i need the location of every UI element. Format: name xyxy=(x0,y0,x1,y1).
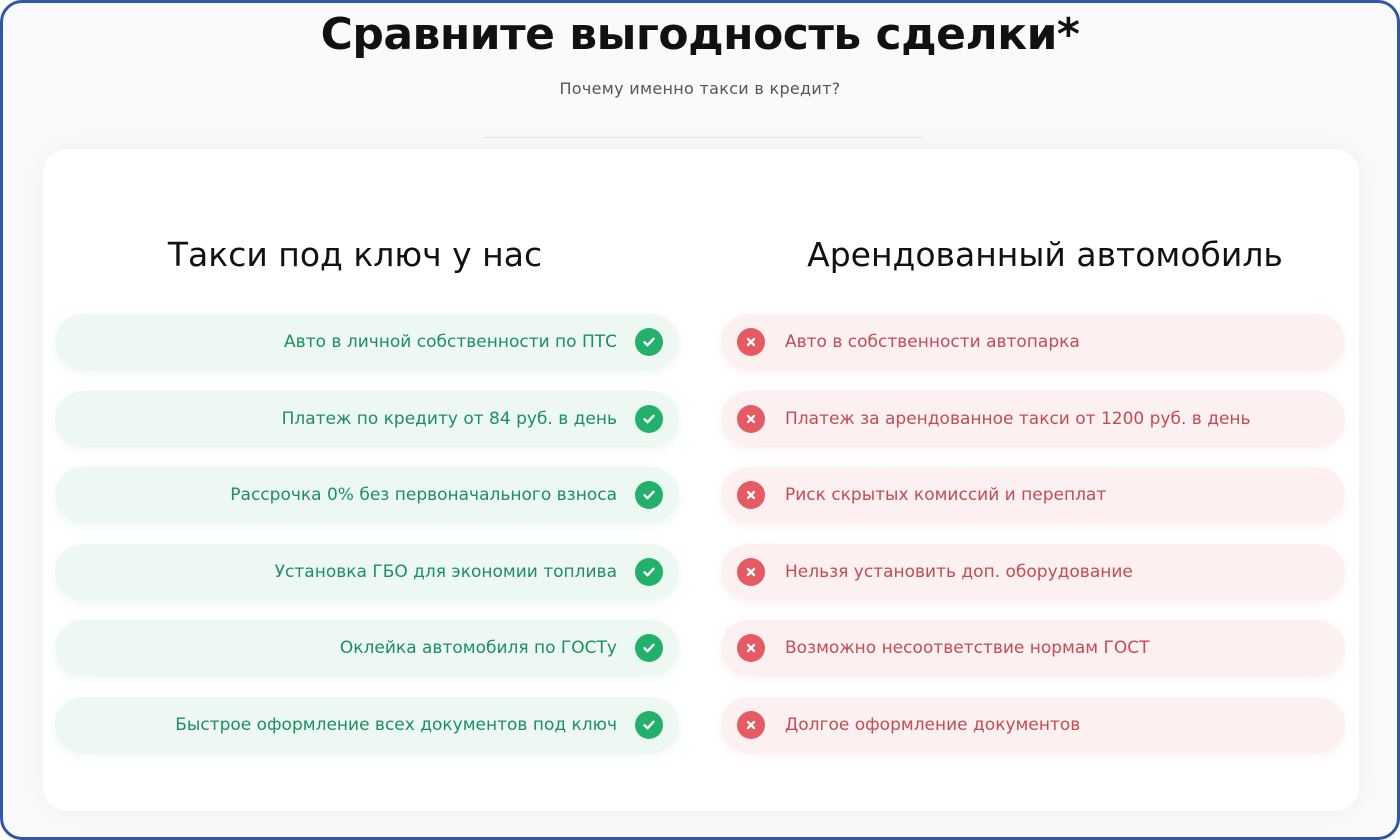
disadvantage-item xyxy=(721,544,1345,600)
disadvantage-item xyxy=(721,391,1345,447)
disadvantage-label: Риск скрытых комиссий и переплат xyxy=(785,485,1107,505)
disadvantage-label: Авто в собственности автопарка xyxy=(785,332,1080,352)
disadvantage-label: Нельзя установить доп. оборудование xyxy=(785,561,1133,582)
check-icon xyxy=(635,634,663,662)
cross-icon xyxy=(737,634,765,662)
check-icon xyxy=(635,328,663,356)
cross-icon xyxy=(737,558,765,586)
disadvantage-label: Платеж за арендованное такси от 1200 руб. в день xyxy=(785,408,1251,429)
advantages-list xyxy=(55,314,679,773)
cross-icon xyxy=(737,405,765,433)
disadvantage-item xyxy=(721,467,1345,523)
advantage-label: Оклейка автомобиля по ГОСТу xyxy=(339,638,617,658)
column-title-rental: Арендованный автомобиль xyxy=(807,235,1283,274)
advantage-item xyxy=(55,314,679,370)
disadvantage-item xyxy=(721,697,1345,753)
divider xyxy=(483,137,923,138)
advantage-label: Платеж по кредиту от 84 руб. в день xyxy=(281,408,617,429)
advantage-label: Установка ГБО для экономии топлива xyxy=(274,561,617,582)
check-icon xyxy=(635,481,663,509)
page-subtitle: Почему именно такси в кредит? xyxy=(559,79,841,98)
disadvantage-item xyxy=(721,314,1345,370)
advantage-label: Рассрочка 0% без первоначального взноса xyxy=(230,485,617,505)
page-title: Сравните выгодность сделки* xyxy=(320,9,1080,60)
advantage-item xyxy=(55,467,679,523)
disadvantage-item xyxy=(721,620,1345,676)
advantage-item xyxy=(55,620,679,676)
advantage-item xyxy=(55,391,679,447)
cross-icon xyxy=(737,711,765,739)
disadvantage-label: Долгое оформление документов xyxy=(785,714,1081,735)
check-icon xyxy=(635,558,663,586)
advantage-label: Авто в личной собственности по ПТС xyxy=(284,332,617,352)
cross-icon xyxy=(737,481,765,509)
column-title-ours: Такси под ключ у нас xyxy=(167,235,543,274)
advantage-item xyxy=(55,544,679,600)
check-icon xyxy=(635,711,663,739)
check-icon xyxy=(635,405,663,433)
advantage-item xyxy=(55,697,679,753)
cross-icon xyxy=(737,328,765,356)
disadvantage-label: Возможно несоответствие нормам ГОСТ xyxy=(785,638,1150,658)
disadvantages-list xyxy=(721,314,1345,773)
advantage-label: Быстрое оформление всех документов под ключ xyxy=(175,714,617,735)
